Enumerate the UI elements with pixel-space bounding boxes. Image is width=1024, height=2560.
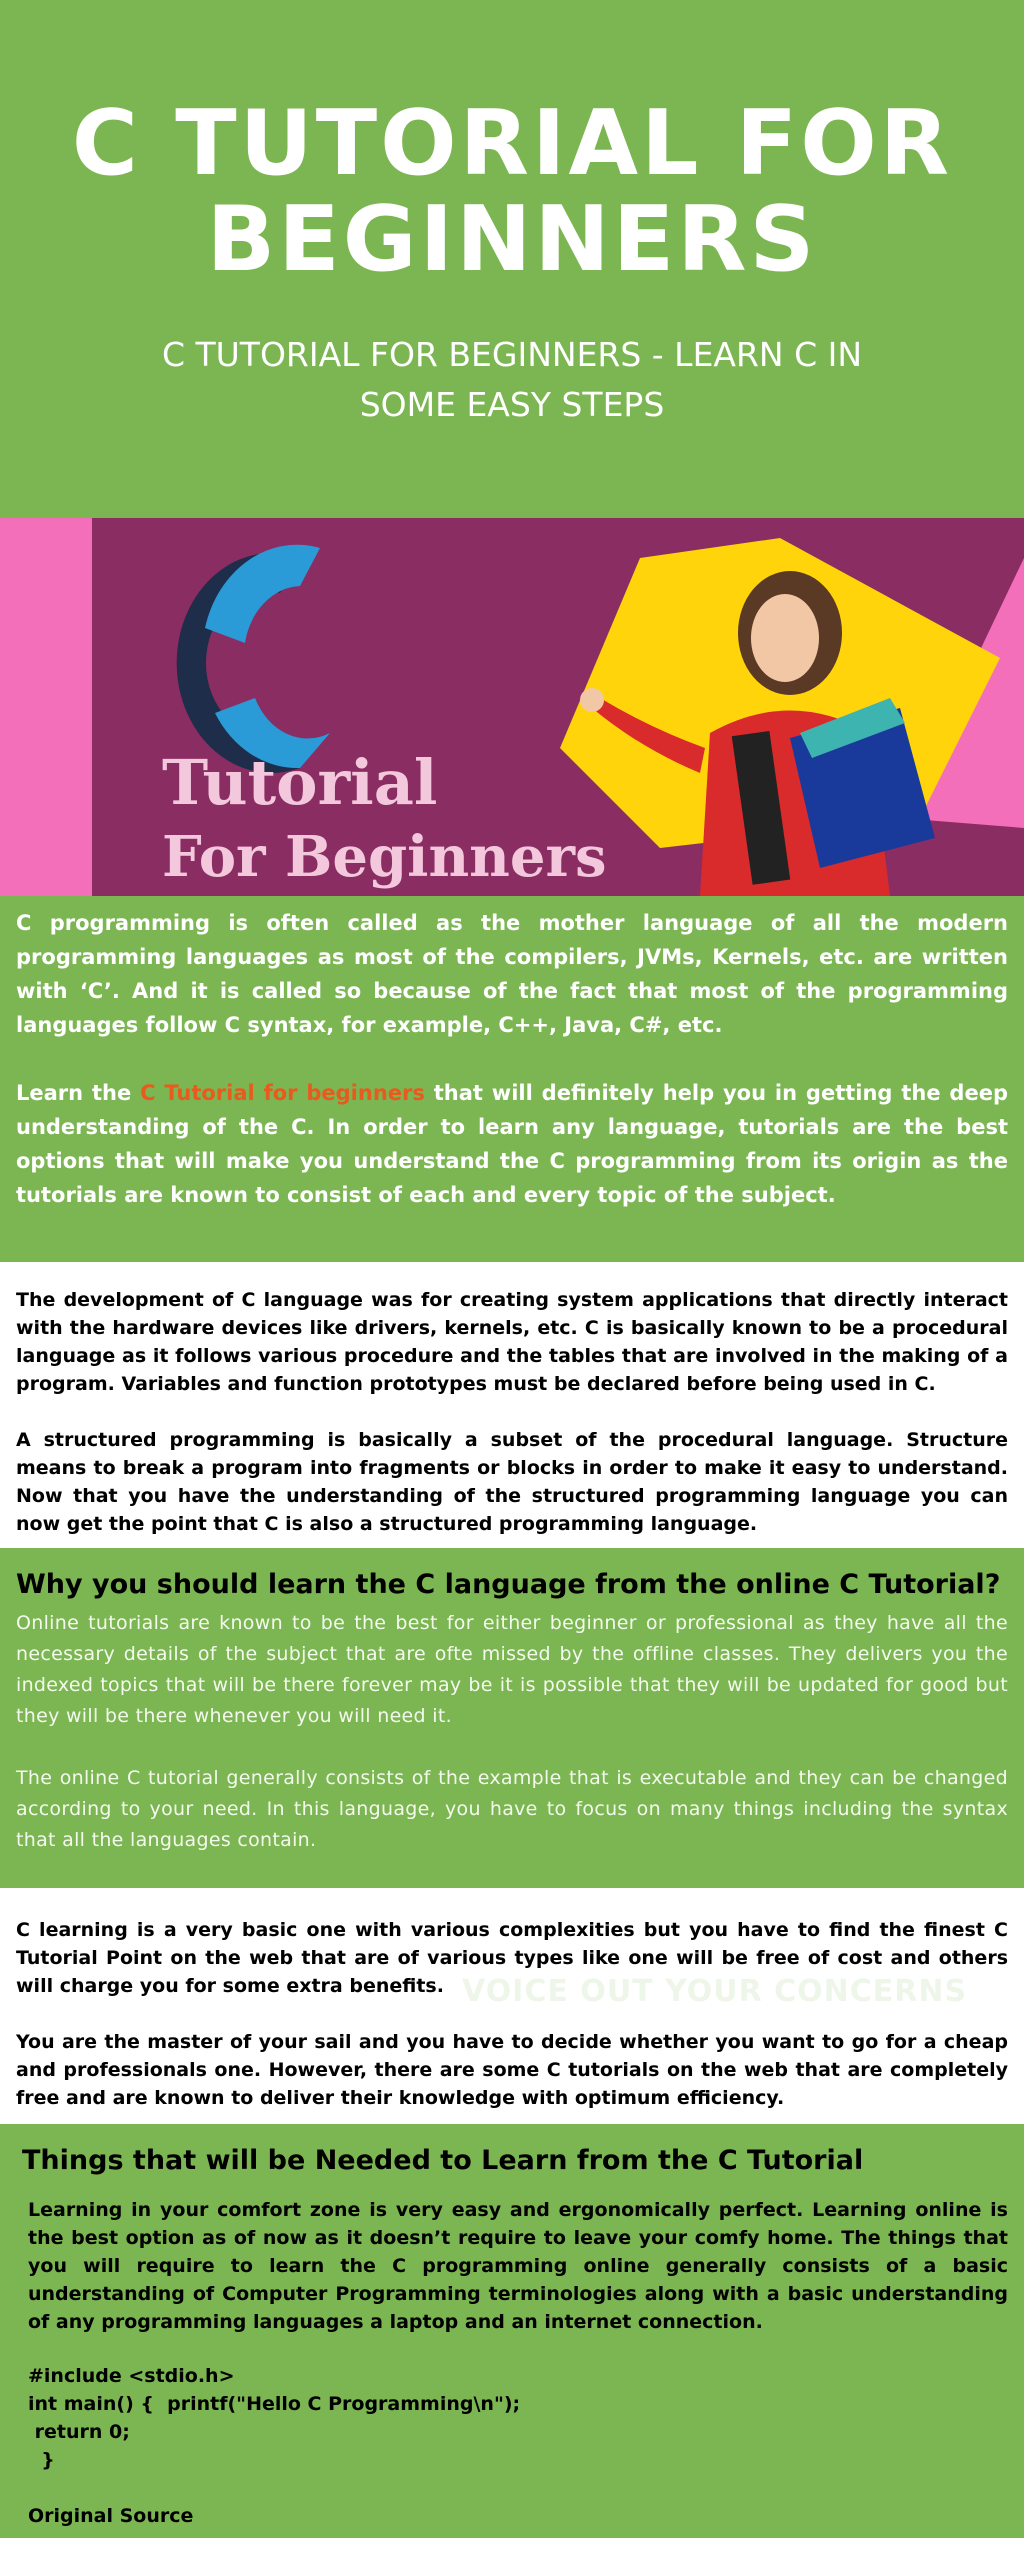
ghost-watermark-text: VOICE OUT YOUR CONCERNS — [462, 1974, 968, 2009]
intro-paragraph-2 — [16, 1042, 1008, 1212]
why-paragraph-1: Online tutorials are known to be the best for either beginner or professional as they have all the necessary details of the subject that are ofte missed by the offline classes. They delivers you the indexed topics that will be there forever may be it is possible that they will be updated for good but they will be there whenever you will need it. — [16, 1612, 1008, 1727]
needed-section — [0, 2124, 1024, 2538]
hero-banner — [0, 518, 1024, 896]
learning-paragraph-2: You are the master of your sail and you have to decide whether you want to go for a cheap and professionals one. However, there are some C tutorials on the web that are completely free and are known to deliver their knowledge with optimum efficiency. — [16, 2031, 1008, 2109]
intro-p2-after: that will definitely help you in getting the deep understanding of the C. In order to learn any language, tutorials are the best options that will make you understand the C programming from its origin as the tutorials are known to consist of each and every topic of the subject. — [16, 1081, 1008, 1207]
intro-section — [0, 896, 1024, 1262]
c-tutorial-link[interactable]: C Tutorial for beginners — [140, 1081, 425, 1105]
header-section — [0, 0, 1024, 518]
c-logo-icon — [177, 545, 330, 773]
development-paragraph-2: A structured programming is basically a subset of the procedural language. Structure means to break a program into fragments or blocks in order to make it easy to understand. Now that you have the understanding of the structured programming language you can now get the point that C is also a structured programming language. — [16, 1429, 1008, 1535]
needed-heading: Things that will be Needed to Learn from the C Tutorial — [22, 2145, 864, 2176]
original-source-link[interactable]: Original Source — [28, 2505, 194, 2527]
why-paragraph-2: The online C tutorial generally consists of the example that is executable and they can be changed according to your need. In this language, you have to focus on many things including the syntax that all the languages contain. — [16, 1767, 1008, 1851]
banner-text-line2: For Beginners — [162, 824, 607, 890]
intro-paragraph-1: C programming is often called as the mother language of all the modern programming languages as most of the compilers, JVMs, Kernels, etc. are written with ‘C’. And it is called so because of the fact that most of the programming languages follow C syntax, for example, C++, Java, C#, etc. — [16, 911, 1008, 1037]
needed-paragraph: Learning in your comfort zone is very easy and ergonomically perfect. Learning online is the best option as of now as it doesn’t require to leave your comfy home. The things that you will require to learn the C programming online generally consists of a basic understanding of Computer Programming terminologies along with a basic understanding of any programming languages a laptop and an internet connection. — [28, 2199, 1008, 2333]
learning-paragraph-1: C learning is a very basic one with various complexities but you have to find the finest C Tutorial Point on the web that are of various types like one will be free of cost and others will charge you for some extra benefits. — [16, 1919, 1008, 1997]
why-heading: Why you should learn the C language from the online C Tutorial? — [16, 1569, 1001, 1600]
development-paragraph-1: The development of C language was for creating system applications that directly interact with the hardware devices like drivers, kernels, etc. C is basically known to be a procedural language as it follows various procedure and the tables that are involved in the making of a program. Variables and function prototypes must be declared before being used in C. — [16, 1289, 1008, 1395]
learning-section — [0, 1888, 1024, 2124]
development-section — [0, 1262, 1024, 1548]
page-title: C TUTORIAL FOR BEGINNERS — [71, 91, 953, 292]
banner-text-line1: Tutorial — [162, 746, 438, 819]
code-sample: #include <stdio.h> int main() { printf("Hello C Programming\n"); return 0; } — [28, 2365, 521, 2471]
intro-p2-before: Learn the — [16, 1081, 141, 1105]
page-subtitle: C TUTORIAL FOR BEGINNERS - LEARN C IN SOME EASY STEPS — [161, 335, 863, 424]
why-section — [0, 1548, 1024, 1888]
